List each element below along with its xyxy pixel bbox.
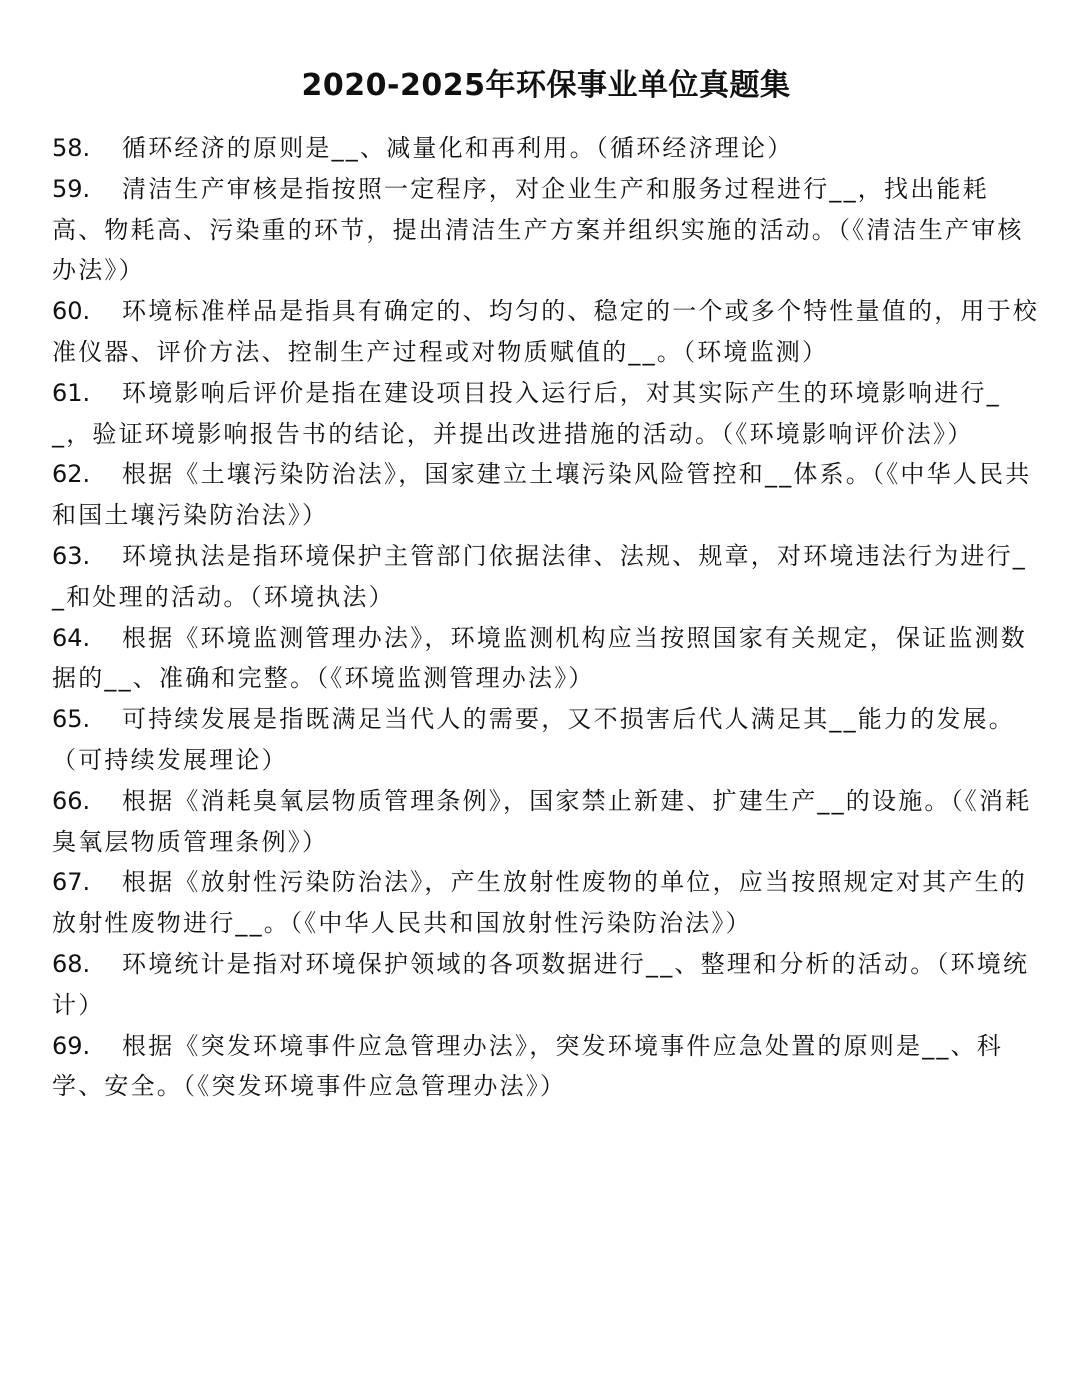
question-number: 64.: [52, 623, 91, 652]
question-number: 66.: [52, 786, 91, 815]
question-item: [52, 373, 1040, 455]
question-number: 62.: [52, 460, 91, 489]
question-item: [52, 454, 1040, 536]
question-text: 根据《放射性污染防治法》，产生放射性废物的单位，应当按照规定对其产生的放射性废物进行__。（《中华人民共和国放射性污染防治法》）: [52, 868, 1027, 938]
question-item: [52, 169, 1040, 291]
question-item: [52, 781, 1040, 863]
question-text: 根据《环境监测管理办法》，环境监测机构应当按照国家有关规定，保证监测数据的__、准确和完整。（《环境监测管理办法》）: [52, 623, 1027, 693]
question-number: 68.: [52, 949, 91, 978]
question-text: 根据《突发环境事件应急管理办法》，突发环境事件应急处置的原则是__、科学、安全。（《突发环境事件应急管理办法》）: [52, 1031, 1003, 1101]
question-item: [52, 1026, 1040, 1108]
question-text: 根据《消耗臭氧层物质管理条例》，国家禁止新建、扩建生产__的设施。（《消耗臭氧层物质管理条例》）: [52, 786, 1032, 856]
question-item: [52, 128, 1040, 169]
question-text: 循环经济的原则是__、减量化和再利用。（循环经济理论）: [122, 134, 794, 162]
question-item: [52, 618, 1040, 700]
question-number: 61.: [52, 378, 91, 407]
question-text: 清洁生产审核是指按照一定程序，对企业生产和服务过程进行__，找出能耗高、物耗高、污染重的环节，提出清洁生产方案并组织实施的活动。（《清洁生产审核办法》）: [52, 174, 1024, 285]
question-item: [52, 862, 1040, 944]
question-number: 65.: [52, 705, 91, 734]
question-text: 环境执法是指环境保护主管部门依据法律、法规、规章，对环境违法行为进行__和处理的活动。（环境执法）: [52, 541, 1027, 611]
question-text: 可持续发展是指既满足当代人的需要，又不损害后代人满足其__能力的发展。（可持续发展理论）: [52, 705, 1015, 774]
question-text: 根据《土壤污染防治法》，国家建立土壤污染风险管控和__体系。（《中华人民共和国土壤污染防治法》）: [52, 460, 1032, 530]
question-number: 59.: [52, 174, 91, 203]
question-number: 58.: [52, 134, 91, 162]
question-number: 60.: [52, 297, 91, 326]
question-number: 63.: [52, 541, 91, 570]
question-text: 环境统计是指对环境保护领域的各项数据进行__、整理和分析的活动。（环境统计）: [52, 949, 1030, 1019]
question-list: [52, 128, 1040, 1107]
question-number: 67.: [52, 868, 91, 897]
page-title: 2020-2025年环保事业单位真题集: [301, 68, 791, 103]
question-number: 69.: [52, 1031, 91, 1060]
question-item: [52, 536, 1040, 618]
question-text: 环境影响后评价是指在建设项目投入运行后，对其实际产生的环境影响进行__，验证环境影响报告书的结论，并提出改进措施的活动。（《环境影响评价法》）: [52, 378, 1001, 448]
question-text: 环境标准样品是指具有确定的、均匀的、稳定的一个或多个特性量值的，用于校准仪器、评价方法、控制生产过程或对物质赋值的__。（环境监测）: [52, 297, 1039, 366]
question-item: [52, 291, 1040, 373]
question-item: [52, 699, 1040, 781]
question-item: [52, 944, 1040, 1026]
